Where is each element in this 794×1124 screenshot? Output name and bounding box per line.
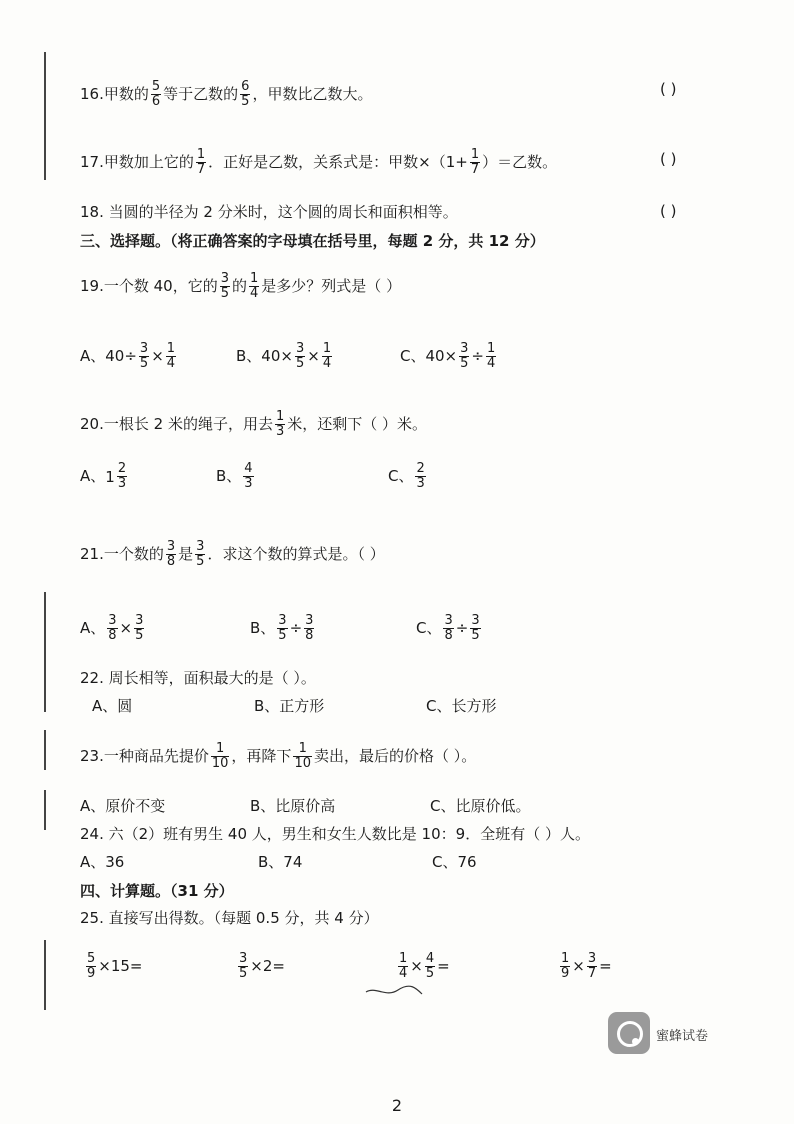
question-21: 21.一个数的 $\frac{3}{8}$ 是 $\frac{3}{5}$ ．求这个数的算式是。（ ） xyxy=(80,539,385,569)
question-22: 22. 周长相等，面积最大的是（ ）。 xyxy=(80,669,316,687)
option-24-b[interactable]: B、74 xyxy=(258,853,303,871)
question-16: 16.甲数的 $\frac{5}{6}$ 等于乙数的 $\frac{6}{5}$ ，甲数比乙数大。 xyxy=(80,79,373,109)
watermark-logo-icon xyxy=(608,1012,650,1054)
option-24-c[interactable]: C、76 xyxy=(432,853,477,871)
calc-expression-2: $\frac{3}{5}$ ×2= xyxy=(239,951,285,981)
option-20-b[interactable]: B、 $\frac{4}{3}$ xyxy=(216,461,253,491)
question-23: 23.一种商品先提价 $\frac{1}{10}$ ，再降下 $\frac{1}{10}$ 卖出，最后的价格（ ）。 xyxy=(80,741,477,771)
question-17: 17.甲数加上它的 $\frac{1}{7}$ ．正好是乙数，关系式是：甲数×（1+ $\frac{1}{7}$ ）＝乙数。 xyxy=(80,147,558,177)
option-23-a[interactable]: A、原价不变 xyxy=(80,797,166,815)
option-19-c[interactable]: C、40× $\frac{3}{5}$ ÷ $\frac{1}{4}$ xyxy=(400,341,496,371)
margin-line xyxy=(44,940,46,1010)
calc-expression-3: $\frac{1}{4}$ × $\frac{4}{5}$ = xyxy=(399,951,450,981)
option-24-a[interactable]: A、36 xyxy=(80,853,125,871)
fraction: $\frac{3}{5}$ xyxy=(196,539,205,569)
question-19: 19.一个数 40，它的 $\frac{3}{5}$ 的 $\frac{1}{4}$ 是多少？列式是（ ） xyxy=(80,271,402,301)
margin-line xyxy=(44,730,46,770)
fraction: $\frac{1}{10}$ xyxy=(211,741,229,771)
fraction: $\frac{1}{4}$ xyxy=(250,271,259,301)
fraction: $\frac{6}{5}$ xyxy=(241,79,250,109)
option-22-b[interactable]: B、正方形 xyxy=(254,697,325,715)
answer-paren-16[interactable]: ( ) xyxy=(660,80,677,98)
answer-paren-17[interactable]: ( ) xyxy=(660,150,677,168)
margin-line xyxy=(44,592,46,712)
pencil-scribble xyxy=(364,984,424,1002)
margin-line xyxy=(44,790,46,830)
calc-expression-4: $\frac{1}{9}$ × $\frac{3}{7}$ = xyxy=(561,951,612,981)
fraction: $\frac{1}{7}$ xyxy=(470,147,480,177)
option-21-c[interactable]: C、 $\frac{3}{8}$ ÷ $\frac{3}{5}$ xyxy=(416,613,480,643)
answer-paren-18[interactable]: ( ) xyxy=(660,202,677,220)
option-21-a[interactable]: A、 $\frac{3}{8}$ × $\frac{3}{5}$ xyxy=(80,613,144,643)
option-19-a[interactable]: A、40÷ $\frac{3}{5}$ × $\frac{1}{4}$ xyxy=(80,341,176,371)
option-20-a[interactable]: A、 1 $\frac{2}{3}$ xyxy=(80,461,127,491)
fraction: $\frac{5}{6}$ xyxy=(151,79,161,109)
question-24: 24. 六（2）班有男生 40 人，男生和女生人数比是 10：9．全班有（ ）人。 xyxy=(80,825,590,843)
section-4-title: 四、计算题。（31 分） xyxy=(80,882,234,900)
option-23-c[interactable]: C、比原价低。 xyxy=(430,797,531,815)
watermark-text: 蜜蜂试卷 xyxy=(656,1029,709,1044)
question-20: 20.一根长 2 米的绳子，用去 $\frac{1}{3}$ 米，还剩下（ ）米。 xyxy=(80,409,428,439)
option-20-c[interactable]: C、 $\frac{2}{3}$ xyxy=(388,461,425,491)
section-3-title: 三、选择题。（将正确答案的字母填在括号里，每题 2 分，共 12 分） xyxy=(80,232,545,250)
fraction: $\frac{1}{10}$ xyxy=(294,741,311,771)
fraction: $\frac{1}{3}$ xyxy=(275,409,285,439)
margin-line xyxy=(44,52,46,180)
option-21-b[interactable]: B、 $\frac{3}{5}$ ÷ $\frac{3}{8}$ xyxy=(250,613,314,643)
fraction: $\frac{3}{8}$ xyxy=(166,539,176,569)
question-18: 18. 当圆的半径为 2 分米时，这个圆的周长和面积相等。 xyxy=(80,203,458,221)
fraction: $\frac{1}{7}$ xyxy=(196,147,206,177)
option-22-c[interactable]: C、长方形 xyxy=(426,697,497,715)
option-23-b[interactable]: B、比原价高 xyxy=(250,797,336,815)
option-19-b[interactable]: B、40× $\frac{3}{5}$ × $\frac{1}{4}$ xyxy=(236,341,332,371)
question-25: 25. 直接写出得数。（每题 0.5 分，共 4 分） xyxy=(80,909,379,927)
option-22-a[interactable]: A、圆 xyxy=(92,697,133,715)
fraction: $\frac{3}{5}$ xyxy=(220,271,229,301)
page-number: 2 xyxy=(391,1096,403,1115)
calc-expression-1: $\frac{5}{9}$ ×15= xyxy=(87,951,143,981)
